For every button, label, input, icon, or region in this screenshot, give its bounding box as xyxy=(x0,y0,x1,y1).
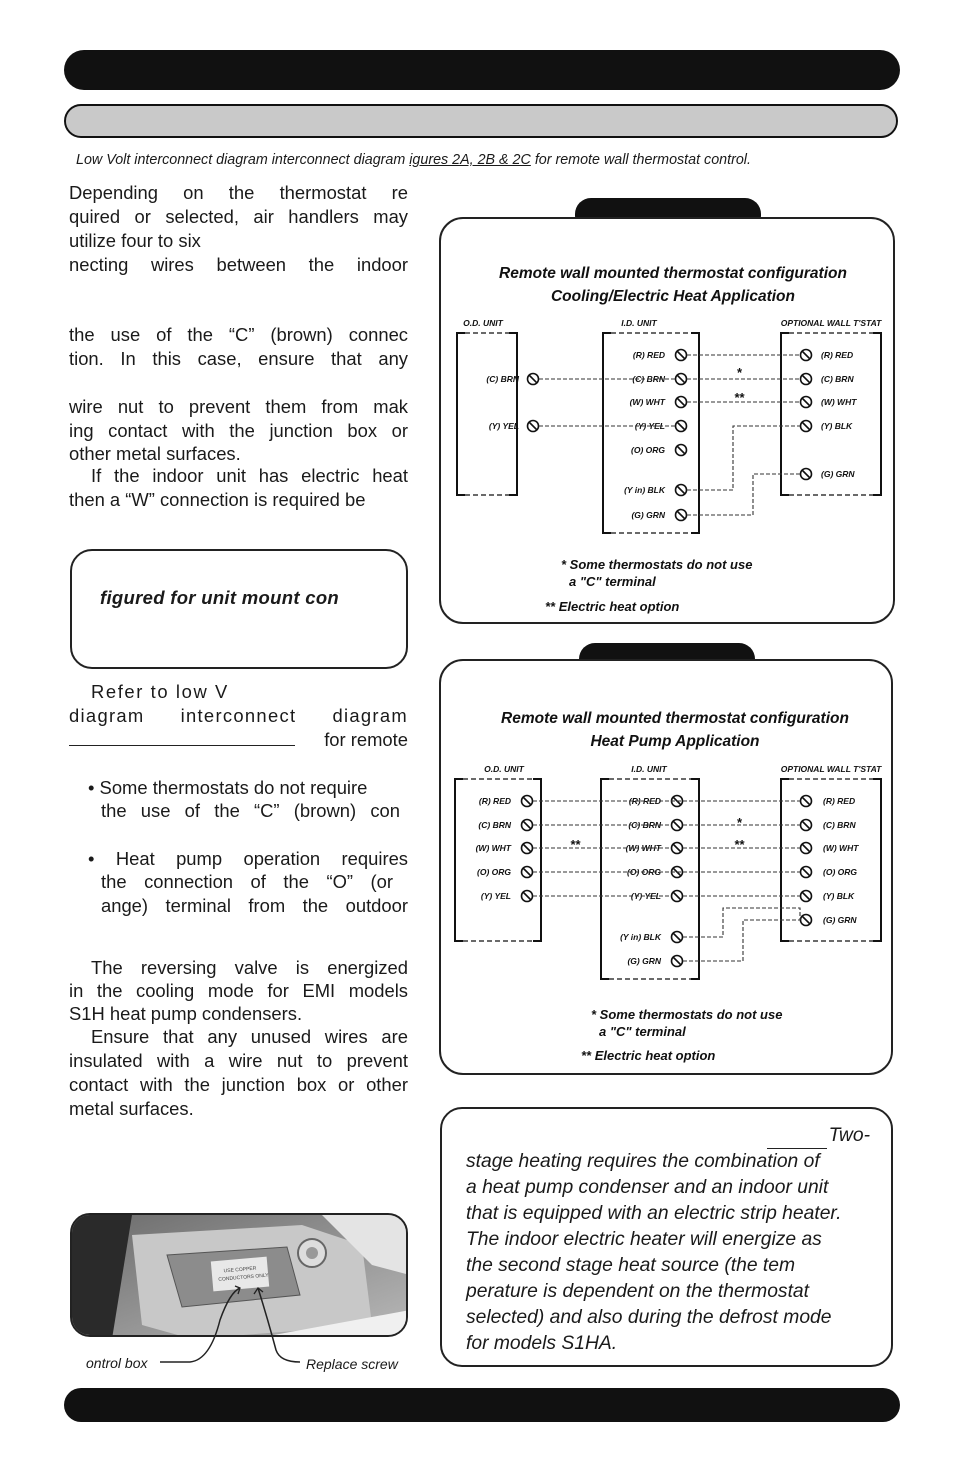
terminal-label: (R) RED xyxy=(823,796,856,806)
footnote-marker: ** xyxy=(733,837,745,852)
column-header: OPTIONAL WALL T'STAT xyxy=(780,764,882,774)
terminal-label: (C) BRN xyxy=(823,820,856,830)
terminal-label: (Y in) BLK xyxy=(620,932,661,942)
figure-2-heat-pump-diagram xyxy=(439,659,893,1075)
photo-caption-right: Replace screw xyxy=(306,1356,398,1372)
body-line: ing contact with the junction box or xyxy=(69,420,408,441)
footnote-marker: ** xyxy=(569,837,581,852)
note-box xyxy=(70,549,408,669)
body-line: quired or selected, air handlers may xyxy=(69,206,408,227)
column-header: O.D. UNIT xyxy=(463,318,503,328)
terminal-label: (G) GRN xyxy=(821,469,855,479)
terminal-label: (W) WHT xyxy=(629,397,665,407)
body-line: Depending on the thermostat re xyxy=(69,182,408,203)
wire xyxy=(687,426,800,490)
body-line: The reversing valve is energized xyxy=(91,957,408,978)
body-line: S1H heat pump condensers. xyxy=(69,1003,303,1024)
photo-caption-left: ontrol box xyxy=(86,1355,148,1371)
bullet-line: • Heat pump operation requires xyxy=(88,848,408,869)
footnote-text: * Some thermostats do not use xyxy=(591,1007,783,1022)
column-header: O.D. UNIT xyxy=(484,764,524,774)
body-line: other metal surfaces. xyxy=(69,443,241,464)
terminal-label: (R) RED xyxy=(821,350,854,360)
terminal-label: (C) BRN xyxy=(478,820,511,830)
body-line: in the cooling mode for EMI models xyxy=(69,980,408,1001)
photo-label-text: USE COPPER xyxy=(223,1265,257,1275)
terminal-label: (O) ORG xyxy=(477,867,511,877)
terminal-label: (R) RED xyxy=(632,350,665,360)
terminal-label: (C) BRN xyxy=(628,820,661,830)
terminal-label: (W) WHT xyxy=(823,843,859,853)
figure-1-wiring-svg xyxy=(441,219,897,626)
footnote-text: * Some thermostats do not use xyxy=(561,557,753,572)
bullet-line: the use of the “C” (brown) con xyxy=(101,800,400,821)
note-text: figured for unit mount con xyxy=(100,587,340,608)
bullet-line: ange) terminal from the outdoor xyxy=(101,895,408,916)
figure-1-cooling-diagram xyxy=(439,217,895,624)
subheader-bar xyxy=(64,104,898,138)
body-line: necting wires between the indoor xyxy=(69,254,408,275)
footnote-marker: * xyxy=(736,365,742,380)
body-line: If the indoor unit has electric heat xyxy=(91,465,408,486)
terminal-label: (Y) BLK xyxy=(821,421,853,431)
figure-reference-link: igures 2A, 2B & 2C xyxy=(409,152,531,168)
body-line: insulated with a wire nut to prevent xyxy=(69,1050,408,1071)
terminal-label: (Y) YEL xyxy=(634,421,665,431)
body-line: wire nut to prevent them from mak xyxy=(69,396,408,417)
terminal-label: (R) RED xyxy=(628,796,661,806)
terminal-label: (W) WHT xyxy=(475,843,511,853)
wire xyxy=(683,908,800,937)
diagram-title: Remote wall mounted thermostat configuration xyxy=(501,710,849,727)
body-line: utilize four to six xyxy=(69,230,201,251)
body-line: tion. In this case, ensure that any xyxy=(69,348,408,369)
body-line: for remote xyxy=(69,728,408,752)
terminal-label: (Y) YEL xyxy=(480,891,511,901)
photo-label-text: CONDUCTORS ONLY xyxy=(218,1272,269,1283)
column-header: I.D. UNIT xyxy=(621,318,657,328)
unit-bracket xyxy=(603,333,699,533)
body-line: metal surfaces. xyxy=(69,1098,194,1119)
footnote-marker: ** xyxy=(733,390,745,405)
column-header: I.D. UNIT xyxy=(631,764,667,774)
footnote-text: a "C" terminal xyxy=(569,574,656,589)
terminal-label: (O) ORG xyxy=(823,867,857,877)
two-stage-heating-text: Two- stage heating requires the combination of a heat pump condenser and an indoor unit that is equipped with an electric strip heater. The indoor electric heater will energize as the second stage heat source (the tem perature is dependent on the thermostat selected) and also during the defrost mode for models S1HA. xyxy=(466,1125,870,1354)
body-line: contact with the junction box or other xyxy=(69,1074,408,1095)
terminal-label: (W) WHT xyxy=(625,843,661,853)
diagram-subtitle: Cooling/Electric Heat Application xyxy=(550,288,796,305)
intro-line: Low Volt interconnect diagram interconnect diagram igures 2A, 2B & 2C for remote wall thermostat control. xyxy=(76,152,751,168)
blank-line xyxy=(69,745,295,746)
terminal-label: (Y in) BLK xyxy=(624,485,665,495)
terminal-label: (G) GRN xyxy=(631,510,665,520)
terminal-label: (O) ORG xyxy=(631,445,665,455)
footnote-text: a "C" terminal xyxy=(599,1024,686,1039)
two-stage-heating-box xyxy=(440,1107,893,1367)
unit-bracket xyxy=(601,779,699,979)
terminal-label: (R) RED xyxy=(478,796,511,806)
terminal-label: (W) WHT xyxy=(821,397,857,407)
column-header: OPTIONAL WALL T'STAT xyxy=(780,318,882,328)
footnote-text: ** Electric heat option xyxy=(545,599,680,614)
diagram-subtitle: Heat Pump Application xyxy=(590,733,760,750)
footnote-text: ** Electric heat option xyxy=(581,1048,716,1063)
footnote-marker: * xyxy=(736,815,742,830)
bullet-line: the connection of the “O” (or xyxy=(101,871,393,892)
terminal-label: (G) GRN xyxy=(627,956,661,966)
footer-bar xyxy=(64,1388,900,1422)
caption-leader-lines xyxy=(150,1280,330,1370)
terminal-label: (C) BRN xyxy=(486,374,519,384)
body-line: Ensure that any unused wires are xyxy=(91,1026,408,1047)
terminal-label: (C) BRN xyxy=(632,374,665,384)
unit-bracket xyxy=(457,333,517,495)
body-line: the use of the “C” (brown) connec xyxy=(69,324,408,345)
header-bar xyxy=(64,50,900,90)
diagram-title: Remote wall mounted thermostat configuration xyxy=(499,265,847,282)
terminal-label: (Y) YEL xyxy=(488,421,519,431)
terminal-label: (Y) BLK xyxy=(823,891,855,901)
terminal-label: (O) ORG xyxy=(627,867,661,877)
terminal-label: (G) GRN xyxy=(823,915,857,925)
terminal-label: (C) BRN xyxy=(821,374,854,384)
body-line: diagram interconnect diagram xyxy=(69,705,408,726)
terminal-label: (Y) YEL xyxy=(630,891,661,901)
bullet-line: • Some thermostats do not require xyxy=(88,777,368,798)
body-line: Refer to low V xyxy=(91,681,229,702)
figure-2-wiring-svg xyxy=(441,661,895,1077)
body-line: then a “W” connection is required be xyxy=(69,489,366,510)
